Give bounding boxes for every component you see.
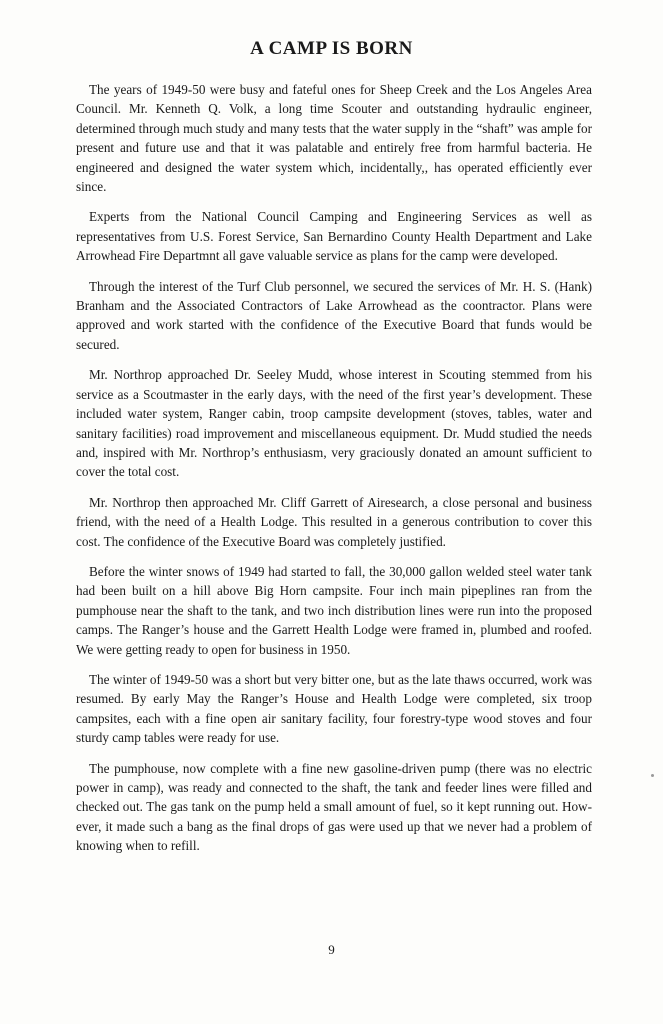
- paragraph-8: The pumphouse, now complete with a fine new gasoline-driven pump (there was no electric power in camp), was ready and connected to the shaft, the tank and feeder lines were filled and checked out. The gas tank on the pump held a small amount of fuel, so it kept running out. However, it made such a bang as the final drops of gas were used up that we never had a problem of knowing when to refill.: [76, 760, 592, 854]
- paragraph-3: Through the interest of the Turf Club personnel, we secured the services of Mr. H. S. (Hank) Branham and the Associated Contractors of Lake Arrowhead as the coontractor. Plans were approved and work started with the confidence of the Executive Board that funds would be secured.: [76, 278, 592, 352]
- paragraph-1: The years of 1949-50 were busy and fateful ones for Sheep Creek and the Los Angeles Area Council. Mr. Kenneth Q. Volk, a long time Scouter and outstanding hydraulic engineer, determined through much study and many tests that the water supply in the “shaft” was ample for present and future use and that it was palatable and entirely free from harmful bacteria. He engineered and designed the water system which, incidentally,, has operated efficiently ever since.: [76, 82, 592, 195]
- paper-speck: [651, 774, 654, 777]
- page-title: A CAMP IS BORN: [250, 38, 413, 59]
- page-number: 9: [328, 942, 335, 957]
- paragraph-5: Mr. Northrop then approached Mr. Cliff Garrett of Airesearch, a close personal and business friend, with the need of a Health Lodge. This resulted in a generous contribution to cover this cost. The confidence of the Executive Board was completely justified.: [76, 494, 592, 549]
- paragraph-6: Before the winter snows of 1949 had started to fall, the 30,000 gallon welded steel water tank had been built on a hill above Big Horn campsite. Four inch main pipeplines ran from the pumphouse near the shaft to the tank, and two inch distribution lines were run into the proposed camps. The Ranger’s house and the Garrett Health Lodge were framed in, plumbed and roofed. We were getting ready to open for business in 1950.: [76, 563, 592, 657]
- paragraph-2: Experts from the National Council Camping and Engineering Services as well as representatives from U.S. Forest Service, San Bernardino County Health Department and Lake Arrowhead Fire Departmnt all gave valuable service as plans for the camp were developed.: [76, 209, 592, 264]
- paragraph-7: The winter of 1949-50 was a short but very bitter one, but as the late thaws occurred, work was resumed. By early May the Ranger’s House and Health Lodge were completed, six troop campsites, each with a fine open air sanitary facility, four forestry-type wood stoves and four sturdy camp tables were ready for use.: [76, 671, 592, 746]
- body-text: [76, 80, 592, 867]
- paragraph-4: Mr. Northrop approached Dr. Seeley Mudd, whose interest in Scouting stemmed from his service as a Scoutmaster in the early days, with the need of the first year’s development. These included water system, Ranger cabin, troop campsite development (stoves, tables, water and sanitary facilities) road improvement and miscellaneous equipment. Dr. Mudd studied the needs and, inspired with Mr. Northrop’s enthusiasm, very graciously donated an amount sufficient to cover the total cost.: [76, 367, 592, 480]
